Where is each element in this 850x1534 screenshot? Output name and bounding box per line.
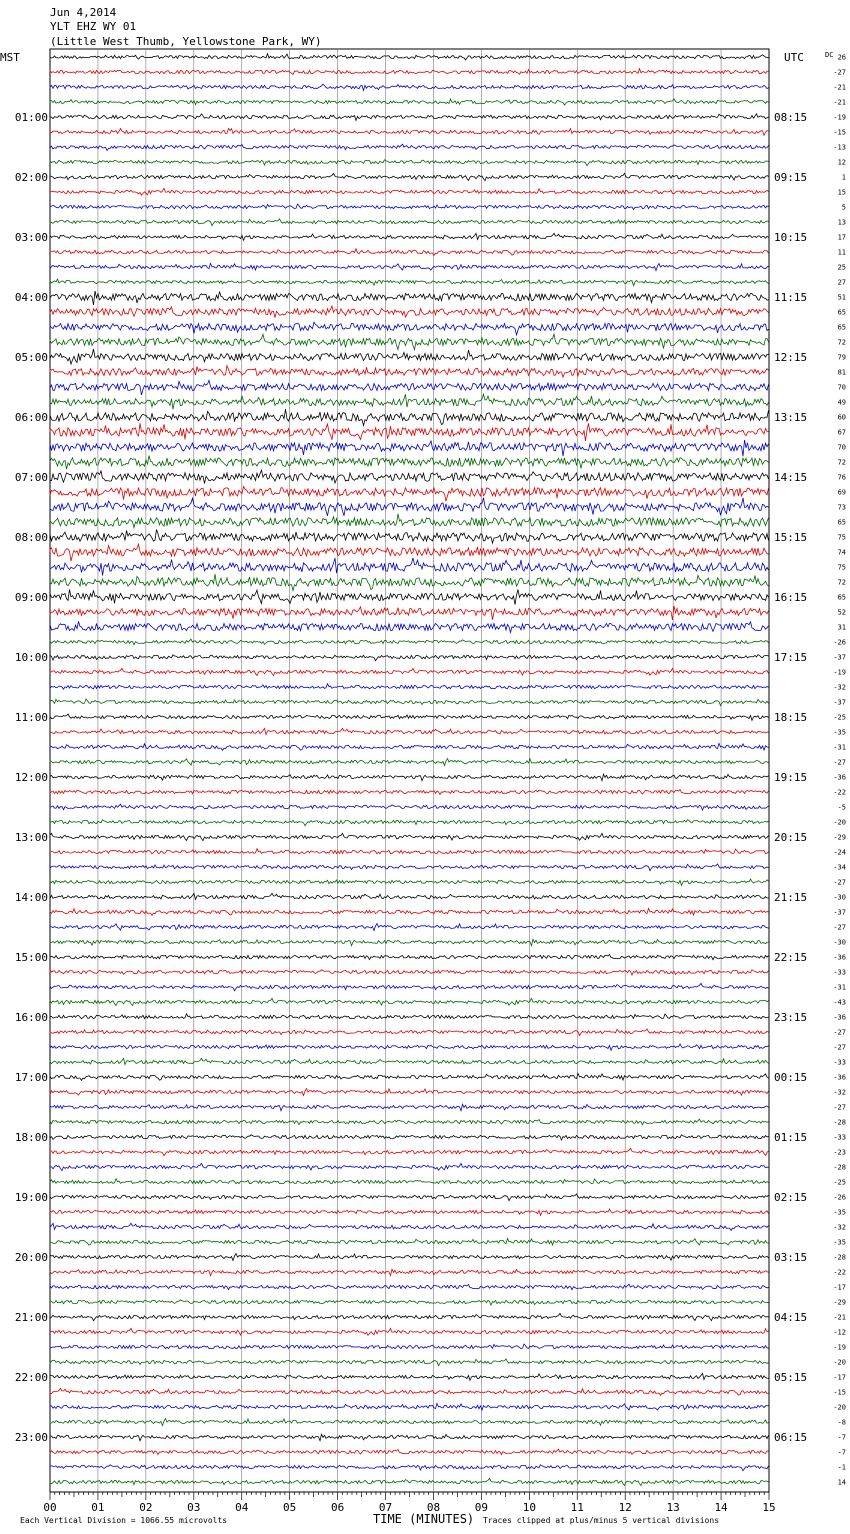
trace-line	[50, 908, 769, 915]
trace-line	[50, 1014, 769, 1019]
dc-offset-label: 11	[837, 248, 846, 257]
trace-line	[50, 1209, 769, 1215]
trace-line	[50, 1449, 769, 1455]
dc-offset-label: 65	[837, 323, 846, 332]
utc-hour-label: 14:15	[774, 471, 808, 484]
dc-offset-label: -29	[833, 1298, 846, 1307]
trace-line	[50, 486, 769, 501]
mst-hour-label: 20:00	[14, 1251, 48, 1264]
trace-line	[50, 589, 769, 604]
dc-offset-label: -28	[833, 1253, 846, 1262]
dc-offset-label: 73	[837, 503, 846, 512]
trace-line	[50, 606, 769, 620]
trace-line	[50, 655, 769, 661]
dc-offset-label: -20	[833, 1403, 846, 1412]
trace-line	[50, 1163, 769, 1170]
dc-offset-label: -7	[837, 1448, 846, 1457]
dc-offset-label: -12	[833, 1328, 846, 1337]
dc-offset-label: 70	[837, 383, 846, 392]
dc-offset-label: -27	[833, 1028, 846, 1037]
utc-hour-label: 03:15	[774, 1251, 808, 1264]
dc-offset-label: -27	[833, 758, 846, 767]
x-tick-label: 13	[666, 1501, 680, 1514]
trace-line	[50, 714, 769, 721]
dc-offset-label: -31	[833, 983, 846, 992]
dc-offset-label: -27	[833, 1103, 846, 1112]
x-tick-label: 04	[235, 1501, 249, 1514]
dc-offset-label: -19	[833, 1343, 846, 1352]
dc-offset-label: -15	[833, 128, 846, 137]
trace-line	[50, 54, 769, 60]
dc-offset-label: 15	[837, 188, 846, 197]
trace-line	[50, 409, 769, 425]
trace-line	[50, 699, 769, 706]
dc-offset-label: -22	[833, 1268, 846, 1277]
dc-offset-label: 14	[837, 1478, 846, 1487]
mst-hour-label: 16:00	[14, 1011, 48, 1024]
trace-line	[50, 233, 769, 240]
trace-line	[50, 833, 769, 840]
trace-line	[50, 924, 769, 931]
utc-hour-label: 06:15	[774, 1431, 808, 1444]
dc-offset-label: 75	[837, 533, 846, 542]
mst-hour-label: 14:00	[14, 891, 48, 904]
trace-line	[50, 1434, 769, 1441]
dc-offset-label: 67	[837, 428, 846, 437]
dc-offset-label: -15	[833, 1388, 846, 1397]
dc-offset-label: 79	[837, 353, 846, 362]
trace-line	[50, 514, 769, 528]
trace-line	[50, 639, 769, 645]
dc-offset-label: -31	[833, 743, 846, 752]
trace-line	[50, 743, 769, 750]
dc-offset-label: -21	[833, 1313, 846, 1322]
dc-offset-label: -17	[833, 1283, 846, 1292]
trace-line	[50, 804, 769, 810]
trace-line	[50, 969, 769, 975]
trace-line	[50, 173, 769, 180]
dc-offset-label: -35	[833, 728, 846, 737]
dc-offset-label: 52	[837, 608, 846, 617]
trace-line	[50, 263, 769, 270]
trace-line	[50, 1254, 769, 1261]
trace-line	[50, 728, 769, 734]
dc-offset-label: -25	[833, 713, 846, 722]
trace-line	[50, 544, 769, 561]
x-tick-label: 15	[762, 1501, 776, 1514]
trace-line	[50, 893, 769, 899]
header-location: (Little West Thumb, Yellowstone Park, WY)	[50, 35, 322, 48]
x-tick-label: 00	[43, 1501, 57, 1514]
dc-offset-label: -33	[833, 1058, 846, 1067]
mst-hour-label: 13:00	[14, 831, 48, 844]
trace-line	[50, 1419, 769, 1426]
trace-line	[50, 249, 769, 256]
x-tick-label: 10	[522, 1501, 536, 1514]
dc-offset-label: -19	[833, 668, 846, 677]
trace-line	[50, 306, 769, 318]
dc-offset-label: -17	[833, 1373, 846, 1382]
dc-offset-label: 74	[837, 548, 846, 557]
dc-offset-label: -13	[833, 143, 846, 152]
trace-line	[50, 1194, 769, 1201]
mst-hour-label: 17:00	[14, 1071, 48, 1084]
dc-offset-label: 49	[837, 398, 846, 407]
x-axis-title: TIME (MINUTES)	[373, 1512, 475, 1526]
trace-line	[50, 219, 769, 226]
mst-hour-label: 15:00	[14, 951, 48, 964]
x-tick-label: 02	[139, 1501, 153, 1514]
trace-line	[50, 291, 769, 305]
trace-line	[50, 849, 769, 854]
trace-line	[50, 759, 769, 766]
utc-hour-label: 05:15	[774, 1371, 808, 1384]
trace-line	[50, 1359, 769, 1366]
mst-hour-label: 02:00	[14, 171, 48, 184]
mst-hour-label: 21:00	[14, 1311, 48, 1324]
trace-line	[50, 1478, 769, 1485]
dc-offset-label: -27	[833, 1043, 846, 1052]
dc-offset-label: -19	[833, 113, 846, 122]
trace-line	[50, 1135, 769, 1140]
dc-offset-label: -24	[833, 848, 846, 857]
trace-line	[50, 820, 769, 826]
trace-line	[50, 279, 769, 286]
dc-offset-label: -43	[833, 998, 846, 1007]
trace-line	[50, 1388, 769, 1395]
trace-line	[50, 1058, 769, 1064]
dc-offset-label: -35	[833, 1208, 846, 1217]
utc-hour-label: 09:15	[774, 171, 808, 184]
dc-offset-label: 26	[837, 53, 846, 62]
dc-offset-label: -33	[833, 1133, 846, 1142]
dc-offset-label: -27	[833, 68, 846, 77]
dc-offset-label: 70	[837, 443, 846, 452]
trace-line	[50, 879, 769, 885]
trace-line	[50, 114, 769, 121]
dc-offset-label: 72	[837, 578, 846, 587]
mst-hour-label: 01:00	[14, 111, 48, 124]
utc-hour-label: 12:15	[774, 351, 808, 364]
dc-offset-label: -22	[833, 788, 846, 797]
trace-line	[50, 1119, 769, 1125]
dc-offset-label: 65	[837, 593, 846, 602]
trace-line	[50, 790, 769, 795]
dc-offset-label: -1	[837, 1463, 846, 1472]
footer-right-note: Traces clipped at plus/minus 5 vertical divisions	[483, 1516, 720, 1525]
trace-line	[50, 1284, 769, 1290]
dc-offset-label: 65	[837, 518, 846, 527]
dc-offset-label: 1	[841, 173, 846, 182]
utc-hour-label: 22:15	[774, 951, 808, 964]
dc-offset-label: -32	[833, 1088, 846, 1097]
trace-line	[50, 470, 769, 484]
trace-line	[50, 188, 769, 195]
x-tick-label: 03	[187, 1501, 201, 1514]
trace-line	[50, 1073, 769, 1080]
dc-offset-label: -36	[833, 953, 846, 962]
x-tick-label: 07	[378, 1501, 393, 1514]
trace-line	[50, 128, 769, 135]
dc-offset-label: -21	[833, 83, 846, 92]
utc-hour-label: 23:15	[774, 1011, 808, 1024]
dc-label: DC	[825, 51, 834, 59]
utc-hour-label: 11:15	[774, 291, 808, 304]
mst-hour-label: 11:00	[14, 711, 48, 724]
dc-offset-label: -28	[833, 1118, 846, 1127]
utc-hour-label: 17:15	[774, 651, 808, 664]
mst-hour-label: 03:00	[14, 231, 48, 244]
trace-line	[50, 423, 769, 441]
utc-hour-label: 21:15	[774, 891, 808, 904]
dc-offset-label: -36	[833, 1073, 846, 1082]
dc-offset-label: -29	[833, 833, 846, 842]
trace-line	[50, 1328, 769, 1335]
trace-line	[50, 622, 769, 633]
trace-line	[50, 1465, 769, 1471]
dc-offset-label: 76	[837, 473, 846, 482]
dc-offset-label: -37	[833, 653, 846, 662]
utc-axis-title: UTC	[784, 51, 804, 64]
dc-offset-label: -36	[833, 773, 846, 782]
dc-offset-label: -28	[833, 1163, 846, 1172]
x-tick-label: 11	[570, 1501, 584, 1514]
dc-offset-label: -34	[833, 863, 846, 872]
dc-offset-label: -26	[833, 1193, 846, 1202]
mst-hour-label: 10:00	[14, 651, 48, 664]
trace-line	[50, 380, 769, 395]
dc-offset-label: -21	[833, 98, 846, 107]
utc-hour-label: 18:15	[774, 711, 808, 724]
dc-offset-label: -20	[833, 1358, 846, 1367]
trace-line	[50, 160, 769, 166]
trace-line	[50, 1223, 769, 1230]
dc-offset-label: -8	[837, 1418, 846, 1427]
dc-offset-label: 72	[837, 338, 846, 347]
mst-hour-label: 04:00	[14, 291, 48, 304]
trace-line	[50, 440, 769, 456]
dc-offset-label: 12	[837, 158, 846, 167]
dc-offset-label: 51	[837, 293, 846, 302]
mst-hour-label: 23:00	[14, 1431, 48, 1444]
x-tick-label: 12	[618, 1501, 632, 1514]
trace-line	[50, 998, 769, 1005]
dc-offset-label: -7	[837, 1433, 846, 1442]
dc-offset-label: 27	[837, 278, 846, 287]
trace-line	[50, 1089, 769, 1096]
x-tick-label: 06	[330, 1501, 345, 1514]
dc-offset-label: -37	[833, 908, 846, 917]
dc-offset-label: 25	[837, 263, 846, 272]
trace-line	[50, 498, 769, 516]
trace-line	[50, 1300, 769, 1305]
utc-hour-label: 08:15	[774, 111, 808, 124]
dc-offset-label: -27	[833, 923, 846, 932]
dc-offset-label: 72	[837, 458, 846, 467]
trace-line	[50, 774, 769, 781]
trace-line	[50, 684, 769, 690]
trace-line	[50, 955, 769, 960]
trace-line	[50, 1029, 769, 1036]
trace-line	[50, 144, 769, 150]
mst-hour-label: 19:00	[14, 1191, 48, 1204]
dc-offset-label: -35	[833, 1238, 846, 1247]
trace-line	[50, 1269, 769, 1276]
utc-hour-label: 02:15	[774, 1191, 808, 1204]
mst-hour-label: 06:00	[14, 411, 48, 424]
trace-line	[50, 1179, 769, 1184]
mst-hour-label: 05:00	[14, 351, 48, 364]
utc-hour-label: 00:15	[774, 1071, 808, 1084]
trace-line	[50, 349, 769, 364]
dc-offset-label: 31	[837, 623, 846, 632]
trace-line	[50, 1344, 769, 1349]
trace-line	[50, 1373, 769, 1380]
dc-offset-label: -20	[833, 818, 846, 827]
dc-offset-label: 81	[837, 368, 846, 377]
mst-axis-title: MST	[0, 51, 20, 64]
trace-line	[50, 939, 769, 946]
dc-offset-label: -30	[833, 938, 846, 947]
mst-hour-label: 09:00	[14, 591, 48, 604]
footer-left-note: Each Vertical Division = 1066.55 microvolts	[20, 1516, 228, 1525]
mst-hour-label: 22:00	[14, 1371, 48, 1384]
trace-line	[50, 1044, 769, 1050]
header-station: YLT EHZ WY 01	[50, 20, 137, 33]
dc-offset-label: -27	[833, 878, 846, 887]
utc-hour-label: 13:15	[774, 411, 808, 424]
mst-hour-label: 08:00	[14, 531, 48, 544]
x-tick-label: 09	[474, 1501, 489, 1514]
dc-offset-label: 65	[837, 308, 846, 317]
trace-line	[50, 84, 769, 90]
x-tick-label: 05	[283, 1501, 297, 1514]
trace-line	[50, 668, 769, 675]
utc-hour-label: 10:15	[774, 231, 808, 244]
trace-line	[50, 558, 769, 576]
trace-line	[50, 1104, 769, 1111]
dc-offset-label: -25	[833, 1178, 846, 1187]
utc-hour-label: 20:15	[774, 831, 808, 844]
dc-offset-label: -37	[833, 698, 846, 707]
dc-offset-label: 17	[837, 233, 846, 242]
trace-line	[50, 530, 769, 544]
dc-offset-label: 75	[837, 563, 846, 572]
x-tick-label: 01	[91, 1501, 105, 1514]
dc-offset-label: -30	[833, 893, 846, 902]
utc-hour-label: 16:15	[774, 591, 808, 604]
trace-line	[50, 394, 769, 409]
dc-offset-label: 13	[837, 218, 846, 227]
trace-line	[50, 69, 769, 75]
dc-offset-label: -32	[833, 683, 846, 692]
dc-offset-label: -26	[833, 638, 846, 647]
x-tick-label: 08	[426, 1501, 441, 1514]
dc-offset-label: -5	[837, 803, 846, 812]
trace-line	[50, 334, 769, 350]
trace-line	[50, 1403, 769, 1410]
trace-line	[50, 574, 769, 590]
mst-hour-label: 18:00	[14, 1131, 48, 1144]
trace-line	[50, 1148, 769, 1155]
utc-hour-label: 19:15	[774, 771, 808, 784]
trace-line	[50, 99, 769, 105]
dc-offset-label: -33	[833, 968, 846, 977]
trace-line	[50, 366, 769, 378]
header-date: Jun 4,2014	[50, 6, 117, 19]
plot-frame	[50, 49, 769, 1492]
trace-line	[50, 204, 769, 210]
trace-line	[50, 983, 769, 990]
x-tick-label: 14	[714, 1501, 728, 1514]
dc-offset-label: 69	[837, 488, 846, 497]
dc-offset-label: 5	[841, 203, 846, 212]
mst-hour-label: 12:00	[14, 771, 48, 784]
trace-line	[50, 864, 769, 871]
trace-line	[50, 1313, 769, 1320]
trace-line	[50, 1238, 769, 1245]
trace-line	[50, 456, 769, 469]
utc-hour-label: 15:15	[774, 531, 808, 544]
utc-hour-label: 01:15	[774, 1131, 808, 1144]
dc-offset-label: -23	[833, 1148, 846, 1157]
trace-line	[50, 322, 769, 335]
dc-offset-label: 60	[837, 413, 846, 422]
mst-hour-label: 07:00	[14, 471, 48, 484]
dc-offset-label: -32	[833, 1223, 846, 1232]
utc-hour-label: 04:15	[774, 1311, 808, 1324]
dc-offset-label: -36	[833, 1013, 846, 1022]
